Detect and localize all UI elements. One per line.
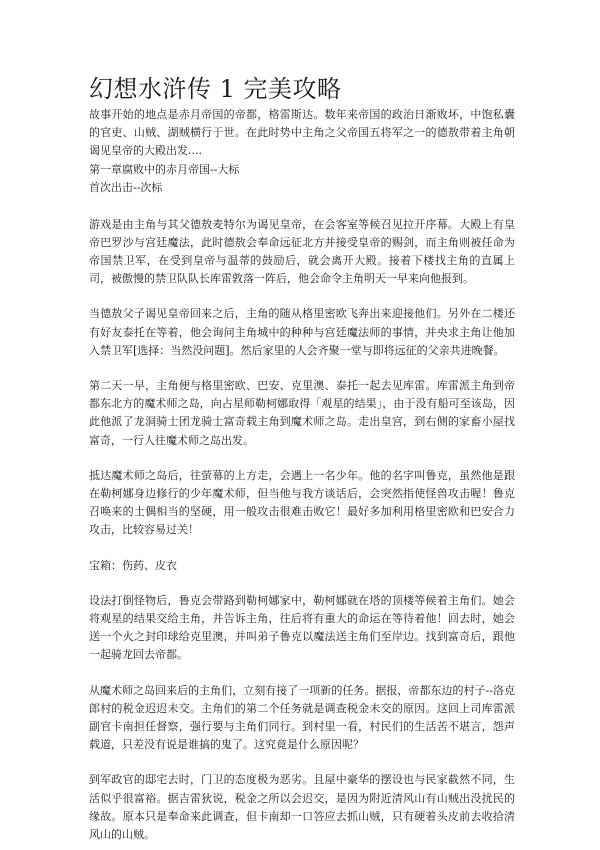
body-paragraph: 从魔术师之岛回来后的主角们，立刻有接了一项新的任务。据报，帝都东边的村子--洛克郎村的税金迟迟未交。主角们的第二个任务就是调查税金未交的原因。这回上司库雷派副官卡南担任督察，强行要与主角们同行。到村里一看，村民们的生活苦不堪言，怨声载道，只差没有说是谁搞的鬼了。这究竟是什么原因呢？: [89, 683, 515, 752]
body-paragraph: 设法打倒怪物后，鲁克会带路到勒柯娜家中，勒柯娜就在塔的顶楼等候着主角们。她会将观星的结果交给主角，并告诉主角，往后将有重大的命运在等待着他！回去时，她会送一个火之封印球给克里澳，并叫弟子鲁克以魔法送主角们至岸边。找到富奇后，跟他一起骑龙回去帝都。: [89, 593, 515, 662]
chapter-heading: 第一章腐败中的赤月帝国--大标: [89, 162, 240, 176]
treasure-list: 宝箱：伤药、皮衣: [89, 558, 177, 572]
document-page: [89, 74, 515, 844]
body-paragraph: 第二天一早，主角便与格里密欧、巴安、克里澳、泰托一起去见库雷。库雷派主角到帝都东北方的魔术师之岛，向占星师勒柯娜取得「观星的结果」，由于没有船可至该岛，因此他派了龙洞骑士团龙骑士富奇载主角到魔术师之岛。走出皇宫，到右侧的家畜小屋找富奇，一行人往魔术师之岛出发。: [89, 379, 515, 447]
document-title: 幻想水浒传 1 完美攻略: [89, 75, 342, 103]
body-paragraph: 到军政官的邸宅去时，门卫的态度极为恶劣。且屋中豪华的摆设也与民家截然不同，生活似乎很富裕。据吉雷狄说，税金之所以会迟交，是因为附近清风山有山贼出没扰民的缘故。原本只是奉命来此调查，但卡南却一口答应去抓山贼，只有硬着头皮前去收拾清风山的山贼。: [89, 773, 515, 842]
body-paragraph: 游戏是由主角与其父德敖麦特尔为谒见皇帝，在会客室等候召见拉开序幕。大殿上有皇帝巴罗沙与宫廷魔法，此时德敖会奉命远征北方并接受皇帝的赐剑，而主角则被任命为帝国禁卫军，在受到皇帝与温蒂的鼓励后，就会离开大殿。接着下楼找主角的直属上司，被傲慢的禁卫队队长库雷敦落一阵后，他会命令主角明天一早来向他报到。: [89, 217, 515, 286]
intro-paragraph: 故事开始的地点是赤月帝国的帝都，格雷斯达。数年来帝国的政治日渐败坏，中饱私囊的官吏、山贼、湖贼横行于世。在此时势中主角之父帝国五将军之一的德敖带着主角朝谒见皇帝的大殿出发....: [89, 108, 515, 158]
body-paragraph: 当德敖父子谒见皇帝回来之后，主角的随从格里密欧飞奔出来迎接他们。另外在二楼还有好友泰托在等着，他会询问主角城中的种种与宫廷魔法师的事情，并央求主角让他加入禁卫军[选择：当然没问题]。然后家里的人会齐聚一堂与即将远征的父亲共进晚餐。: [89, 307, 515, 357]
section-heading: 首次出击--次标: [89, 180, 163, 194]
body-paragraph: 抵达魔术师之岛后，往萤幕的上方走，会遇上一名少年。他的名字叫鲁克，虽然他是跟在勒柯娜身边修行的少年魔术师，但当他与我方谈话后，会突然指使怪兽攻击喔！鲁克召唤来的土偶相当的坚硬，用一般攻击很难击败它！最好多加利用格里密欧和巴安合力攻击，比较容易过关！: [89, 468, 515, 537]
